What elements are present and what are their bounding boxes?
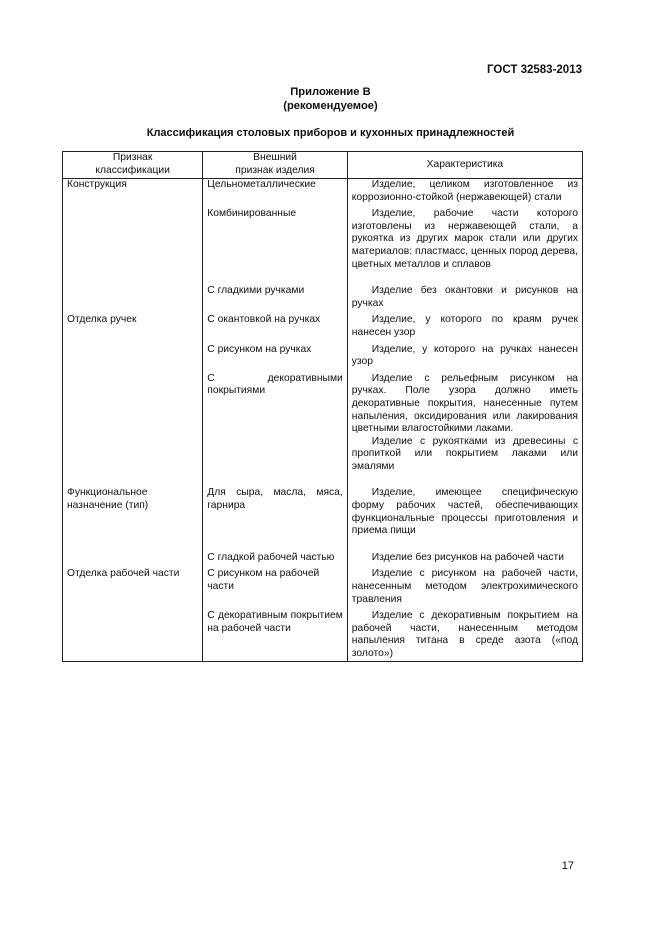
cell-description	[347, 487, 582, 537]
description-paragraph: Изделие, у которого на ручках нанесен узор	[351, 343, 578, 368]
description-paragraph: Изделие с рельефным рисунком на ручках. Поле узора должно иметь декоративные покрытия, нанесенные путем напыления, оксидирования или лакирования цветными влагостойкими лаками.	[351, 372, 578, 435]
header-feature	[203, 152, 348, 179]
annex-title-line: Приложение В	[290, 86, 371, 98]
cell-feature: С гладкими ручками	[203, 285, 348, 310]
document-code: ГОСТ 32583-2013	[487, 64, 582, 76]
cell-feature: С рисунком на рабочей части	[203, 568, 348, 606]
cell-description	[347, 208, 582, 271]
cell-criterion	[63, 552, 203, 565]
cell-criterion	[63, 344, 203, 369]
page-number: 17	[561, 860, 574, 872]
header-criterion	[63, 152, 203, 179]
table-row	[63, 487, 583, 537]
table-row	[63, 373, 583, 474]
header-feature-line: признак изделия	[235, 165, 315, 176]
cell-feature: С декоративным покрытием на рабочей части	[203, 610, 348, 661]
description-paragraph: Изделие, имеющее специфическую форму рабочих частей, обеспечивающих функциональные процессы приготовления и приема пищи	[351, 487, 578, 537]
header-description	[347, 152, 582, 179]
header-criterion-line: Признак	[112, 152, 153, 164]
cell-description	[347, 344, 582, 369]
cell-feature: Комбинированные	[203, 208, 348, 271]
cell-criterion	[63, 373, 203, 474]
table-row	[63, 314, 583, 339]
cell-feature: Цельнометаллические	[203, 179, 348, 205]
cell-criterion: Отделка рабочей части	[63, 568, 203, 606]
cell-criterion: Отделка ручек	[63, 314, 203, 339]
table-row	[63, 552, 583, 565]
table-row	[63, 179, 583, 205]
table-row	[63, 610, 583, 661]
cell-description	[347, 610, 582, 661]
header-feature-line: Внешний	[253, 152, 297, 164]
description-paragraph: Изделие, у которого по краям ручек нанесен узор	[351, 314, 578, 338]
description-paragraph: Изделие, рабочие части которого изготовлены из нержавеющей стали, а рукоятка из других марок стали или других материалов: пластмасс, ценных пород дерева, цветных металлов и сплавов	[351, 208, 578, 270]
classification-table	[62, 151, 583, 662]
cell-criterion: Конструкция	[63, 179, 203, 205]
header-criterion-line: классификации	[95, 165, 170, 176]
cell-description	[347, 373, 582, 474]
cell-description	[347, 179, 582, 205]
description-paragraph: Изделие с рисунком на рабочей части, нанесенным методом электрохимического травления	[351, 568, 578, 605]
table-title: Классификация столовых приборов и кухонных принадлежностей	[146, 127, 515, 139]
cell-description	[347, 314, 582, 339]
cell-description	[347, 285, 582, 310]
table-row	[63, 285, 583, 310]
cell-description	[347, 552, 582, 565]
cell-feature: С декоративными покрытиями	[203, 373, 348, 474]
table-row	[63, 344, 583, 369]
description-paragraph: Изделие с рукоятками из древесины с пропиткой или покрытием лаками или эмалями	[351, 435, 578, 472]
table-header-row	[63, 152, 583, 179]
description-paragraph: Изделие без рисунков на рабочей части	[371, 551, 564, 563]
description-paragraph: Изделие без окантовки и рисунков на ручках	[351, 285, 578, 309]
cell-criterion	[63, 285, 203, 310]
cell-feature: С рисунком на ручках	[203, 344, 348, 369]
cell-feature: Для сыра, масла, мяса, гарнира	[203, 487, 348, 537]
cell-criterion: Функциональное назначение (тип)	[63, 487, 203, 537]
cell-feature: С гладкой рабочей частью	[203, 552, 348, 565]
annex-title	[0, 86, 661, 113]
cell-description	[347, 568, 582, 606]
description-paragraph: Изделие с декоративным покрытием на рабочей части, нанесенным методом напыления титана в среде азота («под золото»)	[351, 610, 578, 659]
table-row	[63, 568, 583, 606]
cell-feature: С окантовкой на ручках	[203, 314, 348, 339]
cell-criterion	[63, 208, 203, 271]
annex-subtitle-line: (рекомендуемое)	[283, 99, 378, 112]
cell-criterion	[63, 610, 203, 661]
table-row	[63, 208, 583, 271]
description-paragraph: Изделие, целиком изготовленное из коррозионно-стойкой (нержавеющей) стали	[351, 179, 578, 203]
header-description-line: Характеристика	[426, 158, 504, 170]
